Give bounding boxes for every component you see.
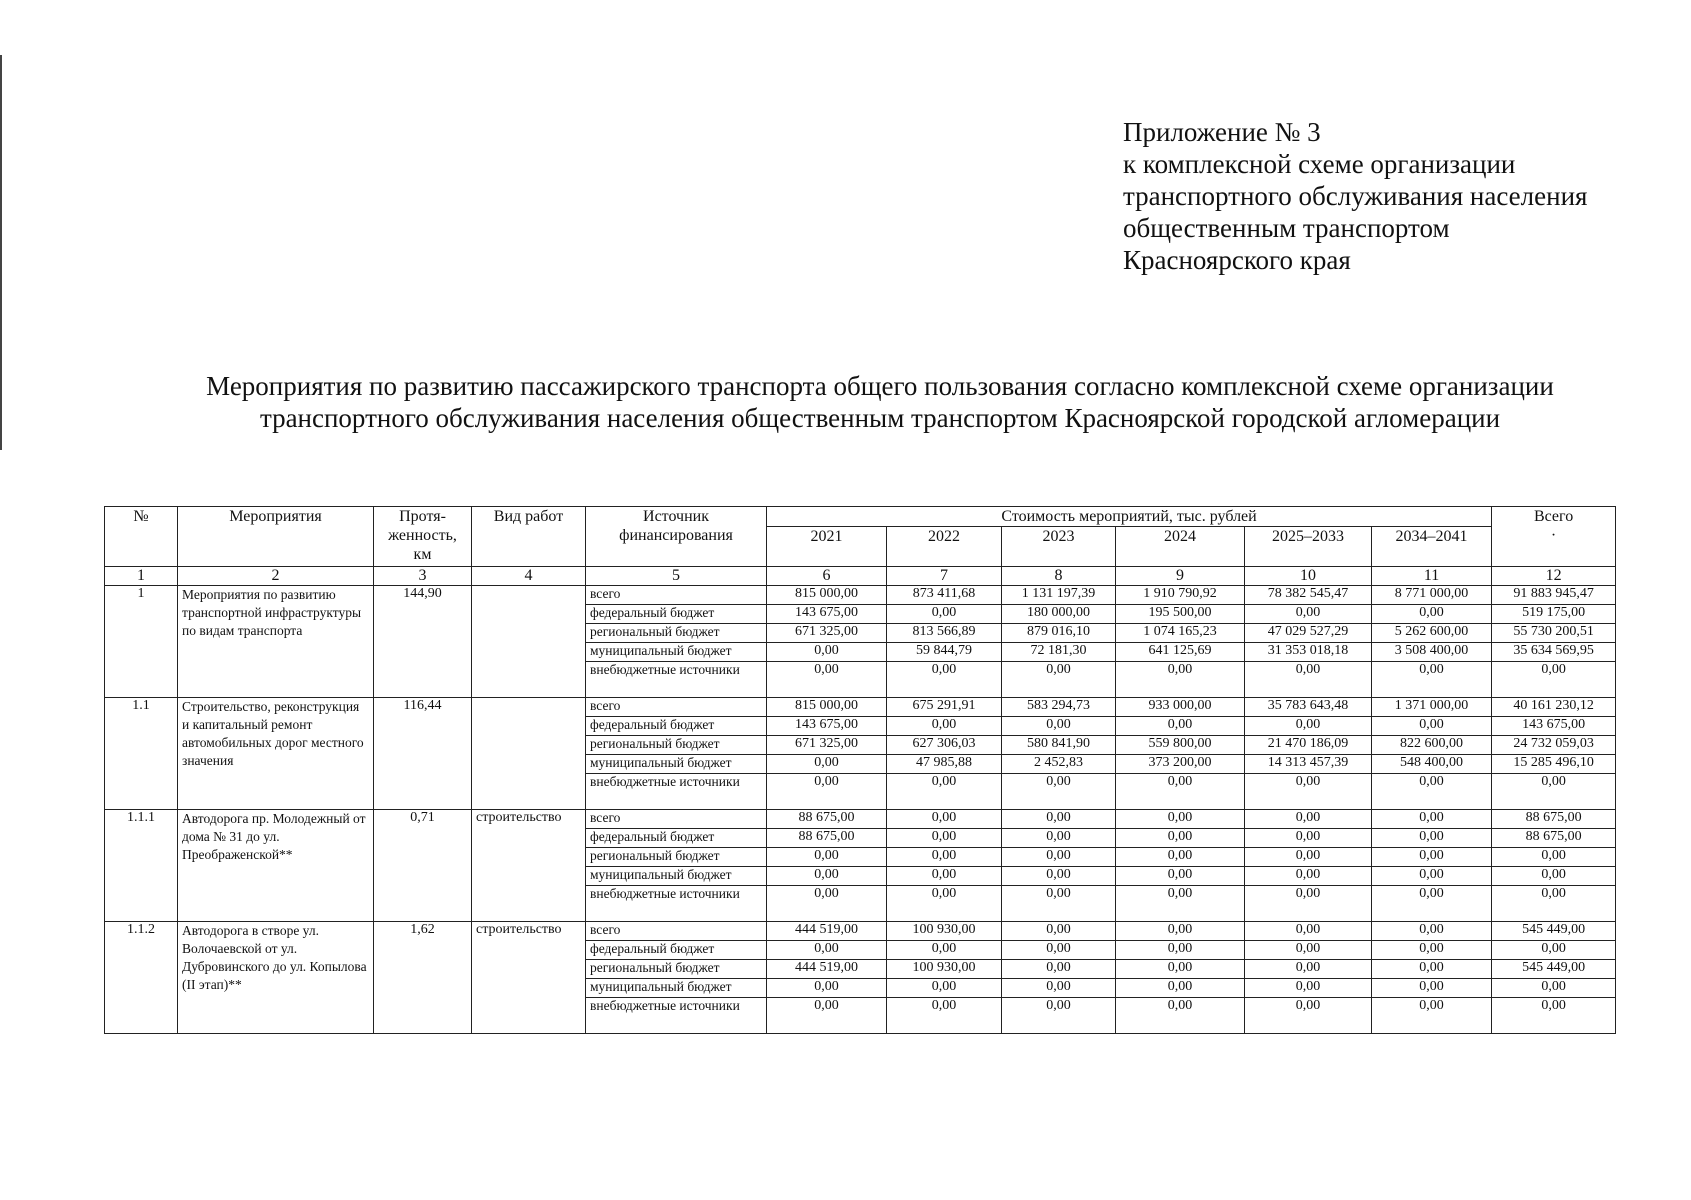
total-value: 0,00 — [1492, 941, 1616, 960]
measure-name: Мероприятия по развитию транспортной инфраструктуры по видам транспорта — [178, 586, 374, 698]
cost-value: 0,00 — [1002, 829, 1116, 848]
cost-value: 0,00 — [1002, 867, 1116, 886]
funding-source: федеральный бюджет — [586, 941, 767, 960]
cost-value: 0,00 — [1245, 662, 1372, 698]
cost-value: 0,00 — [767, 886, 887, 922]
cost-value: 0,00 — [1245, 848, 1372, 867]
column-number: 6 — [767, 567, 887, 586]
cost-value: 0,00 — [1116, 829, 1245, 848]
cost-value: 444 519,00 — [767, 960, 887, 979]
cost-value: 0,00 — [1245, 605, 1372, 624]
cost-value: 0,00 — [1372, 922, 1492, 941]
total-value: 15 285 496,10 — [1492, 755, 1616, 774]
funding-source: федеральный бюджет — [586, 829, 767, 848]
cost-value: 0,00 — [767, 979, 887, 998]
cost-value: 72 181,30 — [1002, 643, 1116, 662]
measure-name: Строительство, реконструкция и капитальный ремонт автомобильных дорог местного значения — [178, 698, 374, 810]
cost-value: 0,00 — [1372, 941, 1492, 960]
cost-value: 143 675,00 — [767, 605, 887, 624]
cost-value: 0,00 — [887, 867, 1002, 886]
cost-value: 0,00 — [887, 998, 1002, 1034]
appendix-line: общественным транспортом — [1123, 213, 1450, 243]
cost-value: 933 000,00 — [1116, 698, 1245, 717]
header-cost: Стоимость мероприятий, тыс. рублей — [767, 507, 1492, 527]
cost-value: 47 985,88 — [887, 755, 1002, 774]
total-value: 545 449,00 — [1492, 960, 1616, 979]
column-number: 1 — [105, 567, 178, 586]
cost-value: 0,00 — [1116, 810, 1245, 829]
column-number: 2 — [178, 567, 374, 586]
appendix-line: Приложение № 3 — [1123, 117, 1321, 147]
work-type — [472, 586, 586, 698]
total-value: 0,00 — [1492, 848, 1616, 867]
column-number: 8 — [1002, 567, 1116, 586]
cost-value: 78 382 545,47 — [1245, 586, 1372, 605]
cost-value: 195 500,00 — [1116, 605, 1245, 624]
cost-value: 0,00 — [887, 848, 1002, 867]
funding-source: муниципальный бюджет — [586, 643, 767, 662]
funding-source: всего — [586, 586, 767, 605]
table-row — [105, 586, 1616, 605]
total-value: 545 449,00 — [1492, 922, 1616, 941]
cost-value: 373 200,00 — [1116, 755, 1245, 774]
cost-value: 21 470 186,09 — [1245, 736, 1372, 755]
cost-value: 0,00 — [1372, 867, 1492, 886]
cost-value: 0,00 — [1002, 717, 1116, 736]
header-total — [1492, 507, 1616, 567]
cost-value: 0,00 — [1002, 886, 1116, 922]
column-number: 12 — [1492, 567, 1616, 586]
cost-value: 0,00 — [1116, 922, 1245, 941]
cost-value: 0,00 — [1245, 717, 1372, 736]
cost-value: 35 783 643,48 — [1245, 698, 1372, 717]
cost-value: 0,00 — [767, 867, 887, 886]
funding-source: муниципальный бюджет — [586, 979, 767, 998]
column-number: 10 — [1245, 567, 1372, 586]
cost-value: 47 029 527,29 — [1245, 624, 1372, 643]
cost-value: 0,00 — [1002, 960, 1116, 979]
cost-value: 444 519,00 — [767, 922, 887, 941]
total-value: 0,00 — [1492, 774, 1616, 810]
header-total-mark: · — [1550, 527, 1557, 544]
total-value: 88 675,00 — [1492, 810, 1616, 829]
cost-value: 0,00 — [1002, 848, 1116, 867]
cost-value: 143 675,00 — [767, 717, 887, 736]
cost-value: 0,00 — [767, 848, 887, 867]
document-title — [100, 370, 1660, 434]
cost-value: 0,00 — [1372, 829, 1492, 848]
cost-value: 627 306,03 — [887, 736, 1002, 755]
measure-name: Автодорога пр. Молодежный от дома № 31 до ул. Преображенской** — [178, 810, 374, 922]
funding-source: федеральный бюджет — [586, 717, 767, 736]
cost-value: 0,00 — [1245, 829, 1372, 848]
total-value: 91 883 945,47 — [1492, 586, 1616, 605]
header-length: Протя-женность, км — [374, 507, 472, 567]
cost-value: 0,00 — [1372, 810, 1492, 829]
cost-value: 0,00 — [767, 643, 887, 662]
cost-value: 0,00 — [887, 605, 1002, 624]
total-value: 88 675,00 — [1492, 829, 1616, 848]
appendix-line: Красноярского края — [1123, 245, 1351, 275]
cost-value: 88 675,00 — [767, 810, 887, 829]
cost-value: 815 000,00 — [767, 698, 887, 717]
cost-value: 0,00 — [887, 774, 1002, 810]
cost-value: 0,00 — [1372, 774, 1492, 810]
cost-value: 100 930,00 — [887, 922, 1002, 941]
appendix-line: к комплексной схеме организации — [1123, 149, 1516, 179]
header-source: Источник финансирования — [586, 507, 767, 567]
table-body — [105, 567, 1616, 1034]
cost-value: 1 131 197,39 — [1002, 586, 1116, 605]
title-line-2: транспортного обслуживания населения общественным транспортом Красноярской городской агломерации — [259, 403, 1501, 433]
cost-value: 583 294,73 — [1002, 698, 1116, 717]
cost-value: 2 452,83 — [1002, 755, 1116, 774]
cost-value: 0,00 — [1002, 979, 1116, 998]
total-value: 519 175,00 — [1492, 605, 1616, 624]
row-number: 1.1.1 — [105, 810, 178, 922]
cost-value: 0,00 — [1002, 774, 1116, 810]
cost-value: 0,00 — [1245, 867, 1372, 886]
length-value: 0,71 — [374, 810, 472, 922]
column-number: 9 — [1116, 567, 1245, 586]
total-value: 0,00 — [1492, 867, 1616, 886]
appendix-line: транспортного обслуживания населения — [1123, 181, 1588, 211]
cost-value: 0,00 — [767, 662, 887, 698]
cost-value: 0,00 — [1116, 941, 1245, 960]
header-num: № — [105, 507, 178, 567]
cost-value: 0,00 — [1002, 998, 1116, 1034]
table-row — [105, 922, 1616, 941]
cost-value: 0,00 — [1372, 717, 1492, 736]
header-total-label: Всего — [1533, 508, 1574, 525]
length-value: 1,62 — [374, 922, 472, 1034]
column-number: 4 — [472, 567, 586, 586]
cost-value: 548 400,00 — [1372, 755, 1492, 774]
cost-value: 671 325,00 — [767, 624, 887, 643]
length-value: 144,90 — [374, 586, 472, 698]
cost-value: 0,00 — [1372, 848, 1492, 867]
total-value: 35 634 569,95 — [1492, 643, 1616, 662]
cost-value: 0,00 — [1002, 922, 1116, 941]
header-year: 2024 — [1116, 527, 1245, 567]
cost-value: 1 074 165,23 — [1116, 624, 1245, 643]
funding-source: региональный бюджет — [586, 624, 767, 643]
cost-value: 580 841,90 — [1002, 736, 1116, 755]
cost-value: 0,00 — [1245, 979, 1372, 998]
cost-value: 0,00 — [1245, 922, 1372, 941]
funding-source: всего — [586, 810, 767, 829]
table-row — [105, 810, 1616, 829]
length-value: 116,44 — [374, 698, 472, 810]
cost-value: 0,00 — [1245, 998, 1372, 1034]
funding-source: региональный бюджет — [586, 960, 767, 979]
funding-source: внебюджетные источники — [586, 998, 767, 1034]
cost-value: 0,00 — [1116, 998, 1245, 1034]
cost-value: 641 125,69 — [1116, 643, 1245, 662]
cost-value: 0,00 — [767, 941, 887, 960]
measure-name: Автодорога в створе ул. Волочаевской от ул. Дубровинского до ул. Копылова (II этап)** — [178, 922, 374, 1034]
scan-edge-mark — [0, 55, 2, 450]
work-type: строительство — [472, 810, 586, 922]
cost-value: 822 600,00 — [1372, 736, 1492, 755]
cost-value: 0,00 — [1116, 867, 1245, 886]
header-year: 2022 — [887, 527, 1002, 567]
cost-value: 0,00 — [1002, 810, 1116, 829]
column-number: 5 — [586, 567, 767, 586]
header-measures: Мероприятия — [178, 507, 374, 567]
work-type — [472, 698, 586, 810]
funding-source: внебюджетные источники — [586, 886, 767, 922]
cost-value: 0,00 — [1116, 960, 1245, 979]
header-year: 2021 — [767, 527, 887, 567]
cost-value: 559 800,00 — [1116, 736, 1245, 755]
cost-value: 14 313 457,39 — [1245, 755, 1372, 774]
header-year: 2034–2041 — [1372, 527, 1492, 567]
funding-source: федеральный бюджет — [586, 605, 767, 624]
cost-value: 0,00 — [1002, 662, 1116, 698]
cost-value: 31 353 018,18 — [1245, 643, 1372, 662]
total-value: 143 675,00 — [1492, 717, 1616, 736]
cost-value: 88 675,00 — [767, 829, 887, 848]
cost-value: 0,00 — [767, 998, 887, 1034]
cost-value: 0,00 — [887, 829, 1002, 848]
cost-value: 0,00 — [887, 886, 1002, 922]
cost-value: 100 930,00 — [887, 960, 1002, 979]
funding-source: всего — [586, 922, 767, 941]
cost-value: 0,00 — [1372, 886, 1492, 922]
appendix-header — [1123, 116, 1587, 276]
cost-value: 815 000,00 — [767, 586, 887, 605]
cost-value: 0,00 — [887, 941, 1002, 960]
cost-value: 0,00 — [1372, 960, 1492, 979]
cost-value: 0,00 — [887, 662, 1002, 698]
cost-value: 0,00 — [1116, 848, 1245, 867]
table-row — [105, 698, 1616, 717]
cost-value: 0,00 — [1372, 605, 1492, 624]
header-year: 2025–2033 — [1245, 527, 1372, 567]
column-number: 11 — [1372, 567, 1492, 586]
funding-source: муниципальный бюджет — [586, 755, 767, 774]
total-value: 0,00 — [1492, 886, 1616, 922]
cost-value: 0,00 — [1245, 774, 1372, 810]
funding-source: всего — [586, 698, 767, 717]
cost-value: 0,00 — [1245, 941, 1372, 960]
cost-value: 0,00 — [1245, 810, 1372, 829]
cost-value: 0,00 — [1116, 979, 1245, 998]
row-number: 1.1.2 — [105, 922, 178, 1034]
cost-value: 3 508 400,00 — [1372, 643, 1492, 662]
funding-source: внебюджетные источники — [586, 662, 767, 698]
cost-value: 0,00 — [1372, 998, 1492, 1034]
cost-value: 0,00 — [1372, 979, 1492, 998]
cost-value: 0,00 — [1245, 886, 1372, 922]
header-work-type: Вид работ — [472, 507, 586, 567]
cost-value: 0,00 — [1245, 960, 1372, 979]
cost-value: 0,00 — [767, 774, 887, 810]
cost-value: 0,00 — [1116, 717, 1245, 736]
funding-source: региональный бюджет — [586, 848, 767, 867]
cost-value: 879 016,10 — [1002, 624, 1116, 643]
cost-value: 1 910 790,92 — [1116, 586, 1245, 605]
total-value: 40 161 230,12 — [1492, 698, 1616, 717]
cost-value: 180 000,00 — [1002, 605, 1116, 624]
cost-value: 0,00 — [887, 979, 1002, 998]
row-number: 1 — [105, 586, 178, 698]
cost-value: 813 566,89 — [887, 624, 1002, 643]
cost-value: 0,00 — [887, 717, 1002, 736]
column-number: 7 — [887, 567, 1002, 586]
cost-value: 8 771 000,00 — [1372, 586, 1492, 605]
total-value: 0,00 — [1492, 662, 1616, 698]
cost-value: 59 844,79 — [887, 643, 1002, 662]
cost-value: 0,00 — [1116, 662, 1245, 698]
column-numbers-row — [105, 567, 1616, 586]
cost-value: 5 262 600,00 — [1372, 624, 1492, 643]
total-value: 0,00 — [1492, 998, 1616, 1034]
column-number: 3 — [374, 567, 472, 586]
cost-value: 0,00 — [1002, 941, 1116, 960]
header-year: 2023 — [1002, 527, 1116, 567]
title-line-1: Мероприятия по развитию пассажирского транспорта общего пользования согласно комплексной схеме организации — [206, 371, 1554, 401]
cost-value: 0,00 — [1116, 886, 1245, 922]
cost-value: 873 411,68 — [887, 586, 1002, 605]
measures-table — [104, 506, 1616, 1034]
cost-value: 1 371 000,00 — [1372, 698, 1492, 717]
cost-value: 675 291,91 — [887, 698, 1002, 717]
cost-value: 671 325,00 — [767, 736, 887, 755]
funding-source: региональный бюджет — [586, 736, 767, 755]
funding-source: муниципальный бюджет — [586, 867, 767, 886]
funding-source: внебюджетные источники — [586, 774, 767, 810]
cost-value: 0,00 — [1372, 662, 1492, 698]
total-value: 55 730 200,51 — [1492, 624, 1616, 643]
total-value: 24 732 059,03 — [1492, 736, 1616, 755]
cost-value: 0,00 — [767, 755, 887, 774]
row-number: 1.1 — [105, 698, 178, 810]
cost-value: 0,00 — [1116, 774, 1245, 810]
total-value: 0,00 — [1492, 979, 1616, 998]
work-type: строительство — [472, 922, 586, 1034]
cost-value: 0,00 — [887, 810, 1002, 829]
